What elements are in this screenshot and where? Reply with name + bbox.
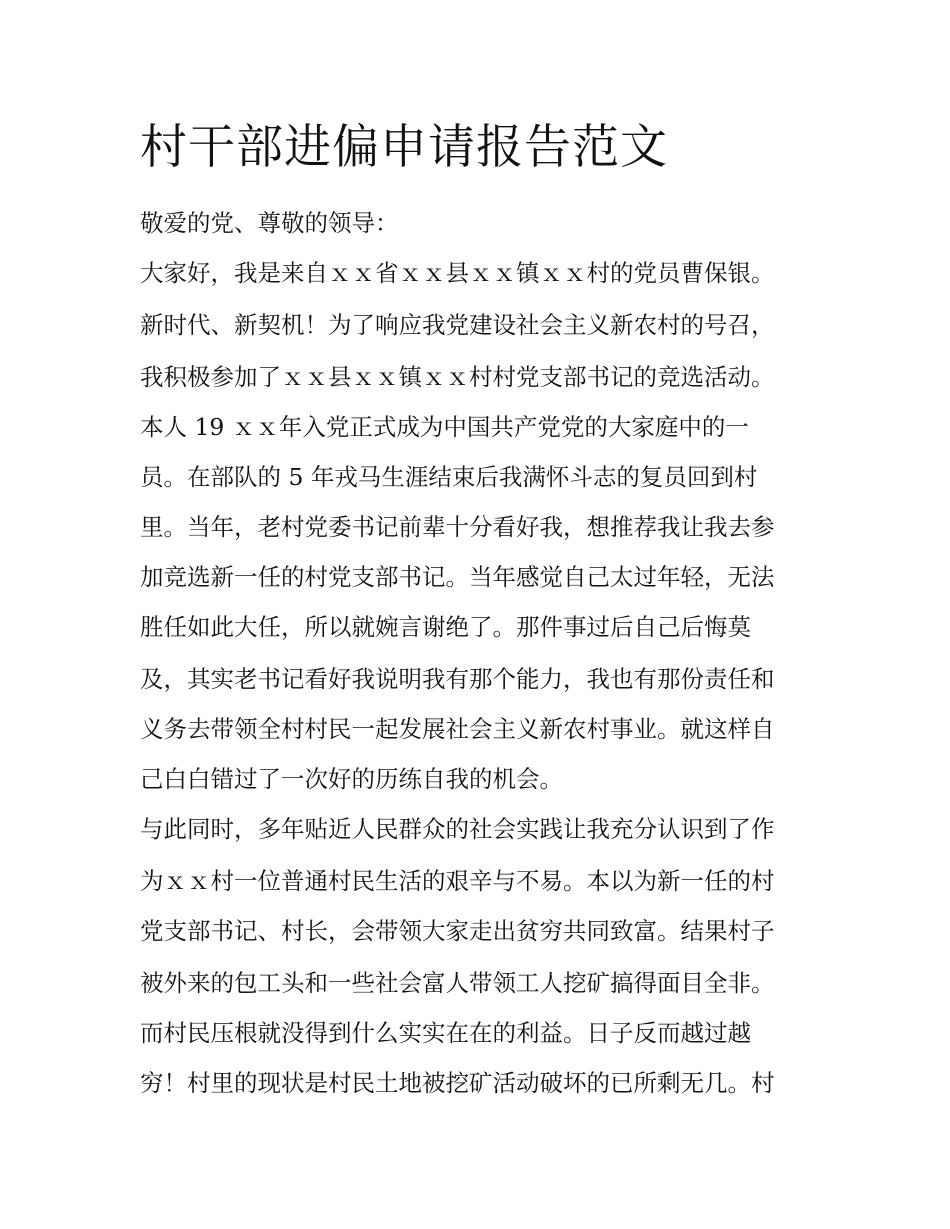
- document-title: 村干部进偏申请报告范文: [140, 120, 668, 175]
- body-text-line: 本人 19 ｘｘ年入党正式成为中国共产党党的大家庭中的一: [140, 413, 749, 441]
- body-text-line: 穷！村里的现状是村民土地被挖矿活动破坏的已所剩无几。村: [140, 1069, 775, 1097]
- body-text-line: 胜任如此大任，所以就婉言谢绝了。那件事过后自己后悔莫: [140, 613, 751, 641]
- body-text-line: 被外来的包工头和一些社会富人带领工人挖矿搞得面目全非。: [140, 969, 775, 997]
- body-text-line: 党支部书记、村长，会带领大家走出贫穷共同致富。结果村子: [140, 917, 775, 945]
- body-text-line: 员。在部队的 5 年戎马生涯结束后我满怀斗志的复员回到村: [140, 463, 758, 491]
- body-text-line: 己白白错过了一次好的历练自我的机会。: [140, 765, 563, 793]
- body-text-line: 而村民压根就没得到什么实实在在的利益。日子反而越过越: [140, 1019, 751, 1047]
- body-text-line: 义务去带领全村村民一起发展社会主义新农村事业。就这样自: [140, 715, 775, 743]
- body-text-line: 我积极参加了ｘｘ县ｘｘ镇ｘｘ村村党支部书记的竞选活动。: [140, 363, 775, 391]
- body-text-line: 新时代、新契机！为了响应我党建设社会主义新农村的号召，: [140, 311, 775, 339]
- body-text-line: 大家好，我是来自ｘｘ省ｘｘ县ｘｘ镇ｘｘ村的党员曹保银。: [140, 259, 775, 287]
- salutation-line: 敬爱的党、尊敬的领导：: [140, 209, 399, 237]
- body-text-line: 与此同时，多年贴近人民群众的社会实践让我充分认识到了作: [140, 815, 775, 843]
- body-text-line: 为ｘｘ村一位普通村民生活的艰辛与不易。本以为新一任的村: [140, 867, 775, 895]
- body-text-line: 里。当年，老村党委书记前辈十分看好我，想推荐我让我去参: [140, 513, 775, 541]
- body-text-line: 加竞选新一任的村党支部书记。当年感觉自己太过年轻，无法: [140, 563, 775, 591]
- body-text-line: 及，其实老书记看好我说明我有那个能力，我也有那份责任和: [140, 665, 775, 693]
